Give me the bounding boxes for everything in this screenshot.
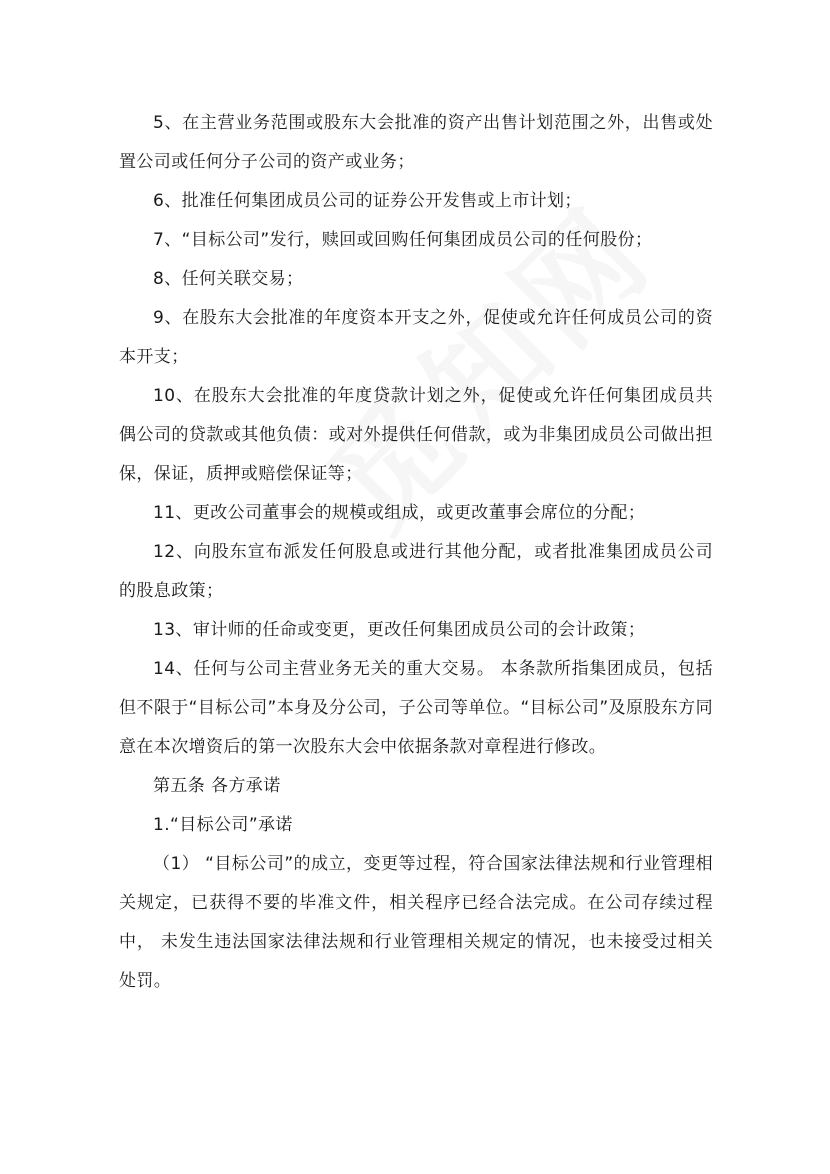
clause-12: 12、向股东宣布派发任何股息或进行其他分配，或者批准集团成员公司的股息政策； xyxy=(119,542,713,601)
clause-11: 11、更改公司董事会的规模或组成，或更改董事会席位的分配； xyxy=(153,503,646,523)
commitment-item-1: （1） “目标公司”的成立，变更等过程，符合国家法律法规和行业管理相关规定，已获得不要的毕准文件，相关程序已经合法完成。在公司存续过程中， 未发生违法国家法律法规和行业管理相关规定的情况，也未接受过相关处罚。 xyxy=(119,854,713,991)
clause-9: 9、在股东大会批准的年度资本开支之外，促使或允许任何成员公司的资本开支； xyxy=(119,308,713,367)
clause-13: 13、审计师的任命或变更，更改任何集团成员公司的会计政策； xyxy=(153,620,646,640)
clause-6: 6、批准任何集团成员公司的证券公开发售或上市计划； xyxy=(153,191,582,211)
section-heading-article-5: 第五条 各方承诺 xyxy=(153,776,281,796)
clause-14: 14、任何与公司主营业务无关的重大交易。 本条款所指集团成员，包括但不限于“目标公司”本身及分公司，子公司等单位。“目标公司”及原股东方同意在本次增资后的第一次股东大会中依据条款对章程进行修改。 xyxy=(119,659,713,757)
document-body xyxy=(119,104,713,1001)
subsection-heading-target-company: 1.“目标公司”承诺 xyxy=(153,815,293,835)
clause-5: 5、在主营业务范围或股东大会批准的资产出售计划范围之外，出售或处置公司或任何分子公司的资产或业务； xyxy=(119,113,713,172)
clause-10: 10、在股东大会批准的年度贷款计划之外，促使或允许任何集团成员共偶公司的贷款或其他负债：或对外提供任何借款，或为非集团成员公司做出担保，保证，质押或赔偿保证等； xyxy=(119,386,713,484)
clause-7: 7、“目标公司”发行，赎回或回购任何集团成员公司的任何股份； xyxy=(153,230,653,250)
clause-8: 8、任何关联交易； xyxy=(153,269,304,289)
